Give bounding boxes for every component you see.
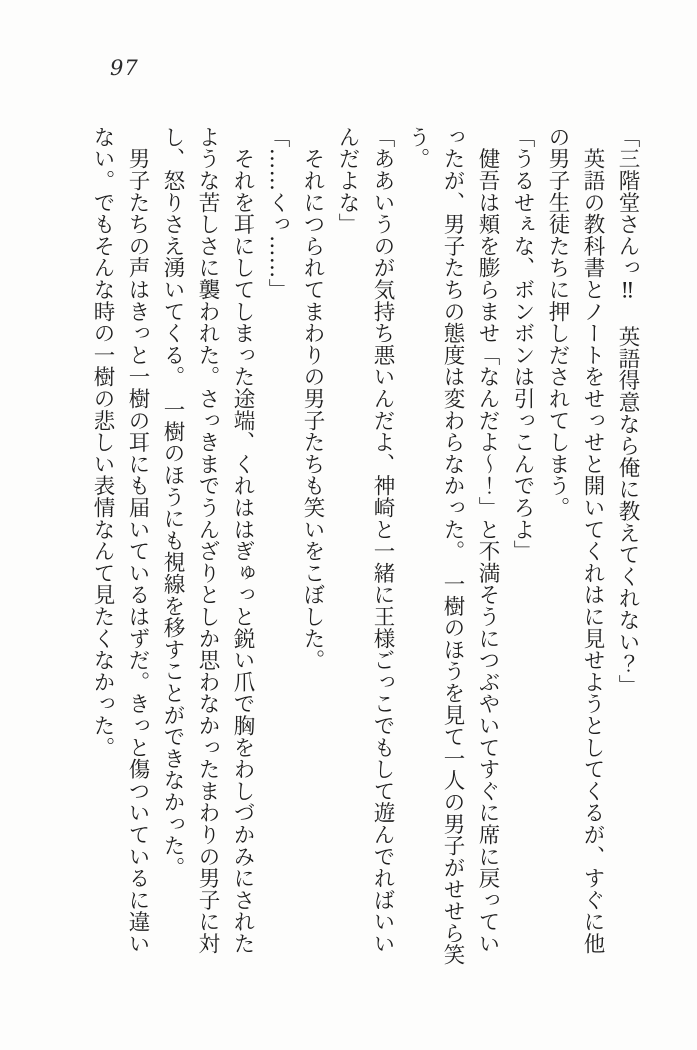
text-column: それを耳にしてしまった途端、くれははぎゅっと鋭い爪で胸をわしづかみにされた: [230, 126, 255, 955]
text-column: 「……くっ……」: [265, 126, 290, 301]
text-column: ったが、男子たちの態度は変わらなかった。 一樹のほうを見て一人の男子がせせら笑: [440, 126, 465, 966]
text-column: ような苦しさに襲われた。さっきまでうんざりとしか思わなかったまわりの男子に対: [195, 126, 220, 955]
text-column: の男子生徒たちに押しだされてしまう。: [545, 126, 570, 519]
text-column: 英語の教科書とノートをせっせと開いてくれはに見せようとしてくるが、すぐに他: [580, 126, 605, 955]
text-column: う。: [405, 126, 430, 170]
text-column: し、怒りさえ湧いてくる。 一樹のほうにも視線を移すことができなかった。: [160, 126, 185, 879]
text-column: 健吾は頬を膨らませ「なんだよ〜！」と不満そうにつぶやいてすぐに席に戻ってい: [475, 126, 500, 955]
text-column: ない。でもそんな時の一樹の悲しい表情なんて見たくなかった。: [90, 126, 115, 759]
page-number: 97: [110, 56, 139, 80]
body-text: [85, 126, 645, 986]
text-column: 男子たちの声はきっと一樹の耳にも届いているはずだ。きっと傷ついているに違い: [125, 126, 150, 955]
text-column: んだよな」: [335, 126, 360, 235]
text-column: 「三階堂さんっ‼ 英語得意なら俺に教えてくれない？」: [615, 126, 640, 697]
text-column: 「ああいうのが気持ち悪いんだよ、神崎と一緒に王様ごっこでもして遊んでればいい: [370, 126, 395, 955]
text-column: 「うるせぇな、ボンボンは引っこんでろよ」: [510, 126, 535, 562]
text-column: それにつられてまわりの男子たちも笑いをこぼした。: [300, 126, 325, 671]
